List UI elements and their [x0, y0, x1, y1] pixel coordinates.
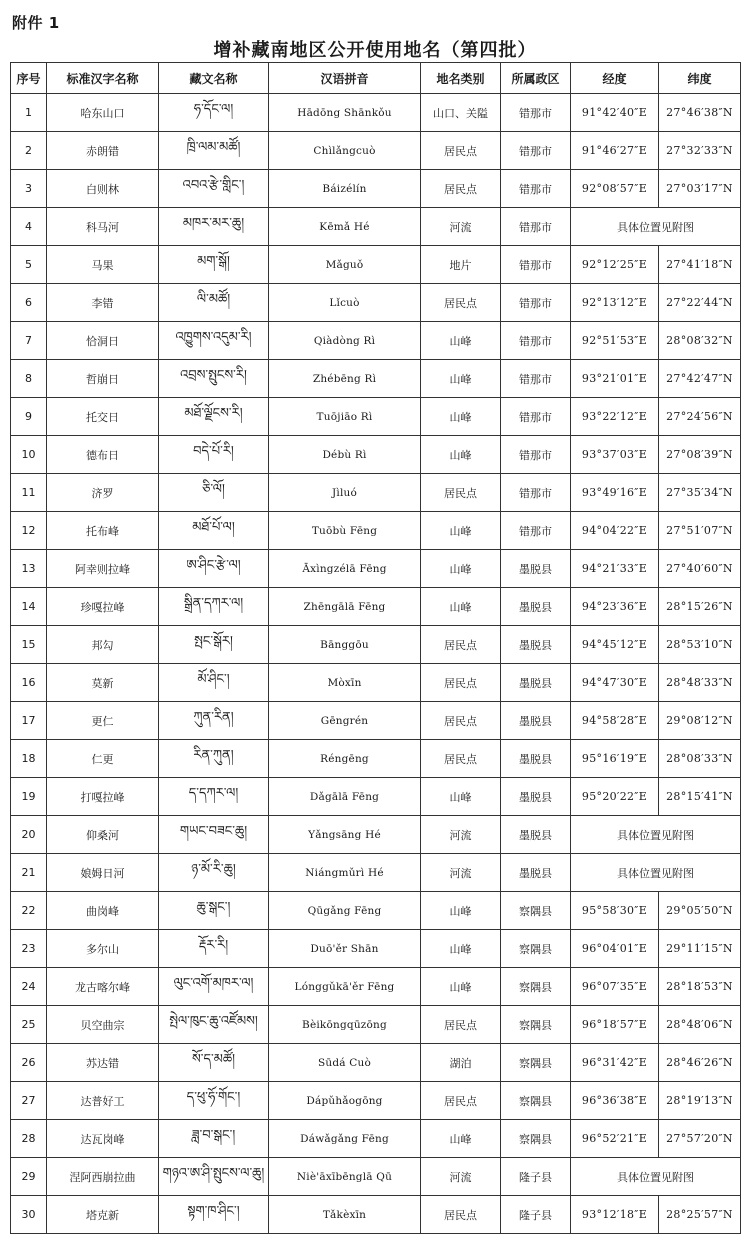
- tibetan-name-cell: ལི་མཚོ།: [159, 284, 269, 322]
- row-number-cell: 29: [11, 1158, 47, 1196]
- longitude-cell: 95°16′19″E: [571, 740, 659, 778]
- tibetan-name-cell: མཁར་མར་ཆུ།: [159, 208, 269, 246]
- district-cell: 察隅县: [501, 1006, 571, 1044]
- district-cell: 察隅县: [501, 1082, 571, 1120]
- category-cell: 山口、关隘: [421, 94, 501, 132]
- pinyin-cell: Báizélín: [269, 170, 421, 208]
- chinese-name-cell: 仰桑河: [47, 816, 159, 854]
- category-cell: 居民点: [421, 664, 501, 702]
- category-cell: 河流: [421, 816, 501, 854]
- table-row: [11, 930, 741, 968]
- category-cell: 山峰: [421, 322, 501, 360]
- header-cell: 纬度: [659, 63, 741, 94]
- latitude-cell: 28°08′33″N: [659, 740, 741, 778]
- latitude-cell: 28°15′26″N: [659, 588, 741, 626]
- district-cell: 察隅县: [501, 1120, 571, 1158]
- district-cell: 错那市: [501, 132, 571, 170]
- longitude-cell: 93°21′01″E: [571, 360, 659, 398]
- category-cell: 山峰: [421, 512, 501, 550]
- chinese-name-cell: 曲岗峰: [47, 892, 159, 930]
- pinyin-cell: Mǎguǒ: [269, 246, 421, 284]
- row-number-cell: 30: [11, 1196, 47, 1234]
- table-row: [11, 512, 741, 550]
- table-row: [11, 208, 741, 246]
- category-cell: 居民点: [421, 474, 501, 512]
- header-cell: 地名类别: [421, 63, 501, 94]
- tibetan-name-cell: མཐོ་པོ་ལ།: [159, 512, 269, 550]
- row-number-cell: 10: [11, 436, 47, 474]
- pinyin-cell: Sūdá Cuò: [269, 1044, 421, 1082]
- row-number-cell: 22: [11, 892, 47, 930]
- row-number-cell: 3: [11, 170, 47, 208]
- longitude-cell: 94°04′22″E: [571, 512, 659, 550]
- tibetan-name-cell: འབྲས་སྤུངས་རི།: [159, 360, 269, 398]
- category-cell: 居民点: [421, 740, 501, 778]
- tibetan-name-cell: མོ་ཤིང་།: [159, 664, 269, 702]
- header-cell: 所属政区: [501, 63, 571, 94]
- district-cell: 察隅县: [501, 892, 571, 930]
- tibetan-name-cell: ཟླ་བ་སྒང་།: [159, 1120, 269, 1158]
- chinese-name-cell: 托交日: [47, 398, 159, 436]
- chinese-name-cell: 托布峰: [47, 512, 159, 550]
- district-cell: 墨脱县: [501, 664, 571, 702]
- district-cell: 墨脱县: [501, 550, 571, 588]
- row-number-cell: 19: [11, 778, 47, 816]
- longitude-cell: 92°51′53″E: [571, 322, 659, 360]
- latitude-cell: 27°08′39″N: [659, 436, 741, 474]
- category-cell: 山峰: [421, 550, 501, 588]
- district-cell: 错那市: [501, 360, 571, 398]
- tibetan-name-cell: ད་ཕུ་ཧོ་གོང་།: [159, 1082, 269, 1120]
- latitude-cell: 28°53′10″N: [659, 626, 741, 664]
- pinyin-cell: Niè'āxībēnglā Qū: [269, 1158, 421, 1196]
- table-row: [11, 94, 741, 132]
- table-row: [11, 892, 741, 930]
- row-number-cell: 28: [11, 1120, 47, 1158]
- tibetan-name-cell: གཡང་བཟང་ཆུ།: [159, 816, 269, 854]
- place-names-table: [10, 62, 741, 1234]
- district-cell: 错那市: [501, 398, 571, 436]
- latitude-cell: 27°03′17″N: [659, 170, 741, 208]
- chinese-name-cell: 李错: [47, 284, 159, 322]
- longitude-cell: 94°45′12″E: [571, 626, 659, 664]
- row-number-cell: 13: [11, 550, 47, 588]
- longitude-cell: 93°22′12″E: [571, 398, 659, 436]
- latitude-cell: 28°46′26″N: [659, 1044, 741, 1082]
- chinese-name-cell: 涅阿西崩拉曲: [47, 1158, 159, 1196]
- tibetan-name-cell: འཁྱུགས་འདུམ་རི།: [159, 322, 269, 360]
- longitude-cell: 96°36′38″E: [571, 1082, 659, 1120]
- location-note-cell: 具体位置见附图: [571, 1158, 741, 1196]
- table-row: [11, 664, 741, 702]
- longitude-cell: 96°04′01″E: [571, 930, 659, 968]
- latitude-cell: 27°40′60″N: [659, 550, 741, 588]
- chinese-name-cell: 更仁: [47, 702, 159, 740]
- location-note-cell: 具体位置见附图: [571, 854, 741, 892]
- longitude-cell: 96°52′21″E: [571, 1120, 659, 1158]
- table-body: [11, 94, 741, 1234]
- header-cell: 藏文名称: [159, 63, 269, 94]
- category-cell: 河流: [421, 1158, 501, 1196]
- longitude-cell: 96°31′42″E: [571, 1044, 659, 1082]
- tibetan-name-cell: ཀུན་རིན།: [159, 702, 269, 740]
- pinyin-cell: Dáwǎgǎng Fēng: [269, 1120, 421, 1158]
- district-cell: 墨脱县: [501, 702, 571, 740]
- row-number-cell: 15: [11, 626, 47, 664]
- pinyin-cell: Duō'ěr Shān: [269, 930, 421, 968]
- table-row: [11, 284, 741, 322]
- latitude-cell: 28°25′57″N: [659, 1196, 741, 1234]
- category-cell: 居民点: [421, 170, 501, 208]
- pinyin-cell: Qūgǎng Fēng: [269, 892, 421, 930]
- chinese-name-cell: 哈东山口: [47, 94, 159, 132]
- row-number-cell: 9: [11, 398, 47, 436]
- longitude-cell: 92°12′25″E: [571, 246, 659, 284]
- longitude-cell: 94°21′33″E: [571, 550, 659, 588]
- table-row: [11, 360, 741, 398]
- category-cell: 居民点: [421, 1196, 501, 1234]
- district-cell: 察隅县: [501, 968, 571, 1006]
- latitude-cell: 28°18′53″N: [659, 968, 741, 1006]
- latitude-cell: 27°42′47″N: [659, 360, 741, 398]
- tibetan-name-cell: ལུང་འགོ་མཁར་ལ།: [159, 968, 269, 1006]
- table-row: [11, 436, 741, 474]
- longitude-cell: 93°12′18″E: [571, 1196, 659, 1234]
- longitude-cell: 94°23′36″E: [571, 588, 659, 626]
- tibetan-name-cell: མཐོ་ལྗོངས་རི།: [159, 398, 269, 436]
- chinese-name-cell: 德布日: [47, 436, 159, 474]
- category-cell: 河流: [421, 854, 501, 892]
- chinese-name-cell: 塔克新: [47, 1196, 159, 1234]
- longitude-cell: 96°18′57″E: [571, 1006, 659, 1044]
- tibetan-name-cell: ཨ་ཤིང་རྩེ་ལ།: [159, 550, 269, 588]
- row-number-cell: 24: [11, 968, 47, 1006]
- chinese-name-cell: 邦勾: [47, 626, 159, 664]
- district-cell: 墨脱县: [501, 816, 571, 854]
- category-cell: 地片: [421, 246, 501, 284]
- chinese-name-cell: 马果: [47, 246, 159, 284]
- row-number-cell: 6: [11, 284, 47, 322]
- pinyin-cell: Zhébēng Rì: [269, 360, 421, 398]
- district-cell: 错那市: [501, 322, 571, 360]
- table-row: [11, 170, 741, 208]
- district-cell: 墨脱县: [501, 778, 571, 816]
- row-number-cell: 23: [11, 930, 47, 968]
- tibetan-name-cell: བདེ་པོ་རི།: [159, 436, 269, 474]
- table-header-row: [11, 63, 741, 94]
- longitude-cell: 92°08′57″E: [571, 170, 659, 208]
- table-row: [11, 626, 741, 664]
- tibetan-name-cell: མག་སྒོ།: [159, 246, 269, 284]
- category-cell: 山峰: [421, 968, 501, 1006]
- chinese-name-cell: 科马河: [47, 208, 159, 246]
- latitude-cell: 29°11′15″N: [659, 930, 741, 968]
- category-cell: 居民点: [421, 702, 501, 740]
- chinese-name-cell: 达瓦岗峰: [47, 1120, 159, 1158]
- tibetan-name-cell: རིན་ཀུན།: [159, 740, 269, 778]
- latitude-cell: 27°57′20″N: [659, 1120, 741, 1158]
- longitude-cell: 93°49′16″E: [571, 474, 659, 512]
- category-cell: 居民点: [421, 1006, 501, 1044]
- chinese-name-cell: 打嘎拉峰: [47, 778, 159, 816]
- chinese-name-cell: 恰洞日: [47, 322, 159, 360]
- table-row: [11, 1158, 741, 1196]
- district-cell: 隆子县: [501, 1158, 571, 1196]
- category-cell: 河流: [421, 208, 501, 246]
- table-row: [11, 1006, 741, 1044]
- pinyin-cell: Niángmǔrì Hé: [269, 854, 421, 892]
- row-number-cell: 14: [11, 588, 47, 626]
- table-row: [11, 740, 741, 778]
- chinese-name-cell: 龙古喀尔峰: [47, 968, 159, 1006]
- tibetan-name-cell: གཉའ་ཨ་ཤི་སྤུངས་ལ་ཆུ།: [159, 1158, 269, 1196]
- pinyin-cell: Yǎngsāng Hé: [269, 816, 421, 854]
- row-number-cell: 17: [11, 702, 47, 740]
- pinyin-cell: Kēmǎ Hé: [269, 208, 421, 246]
- pinyin-cell: Hādōng Shānkǒu: [269, 94, 421, 132]
- category-cell: 山峰: [421, 930, 501, 968]
- pinyin-cell: Tuōbù Fēng: [269, 512, 421, 550]
- row-number-cell: 26: [11, 1044, 47, 1082]
- category-cell: 山峰: [421, 778, 501, 816]
- location-note-cell: 具体位置见附图: [571, 816, 741, 854]
- header-cell: 序号: [11, 63, 47, 94]
- category-cell: 山峰: [421, 892, 501, 930]
- chinese-name-cell: 多尔山: [47, 930, 159, 968]
- chinese-name-cell: 珍嘎拉峰: [47, 588, 159, 626]
- latitude-cell: 27°22′44″N: [659, 284, 741, 322]
- chinese-name-cell: 阿幸则拉峰: [47, 550, 159, 588]
- row-number-cell: 5: [11, 246, 47, 284]
- district-cell: 察隅县: [501, 930, 571, 968]
- pinyin-cell: Qiàdòng Rì: [269, 322, 421, 360]
- row-number-cell: 7: [11, 322, 47, 360]
- tibetan-name-cell: ཉ་མོ་རི་ཆུ།: [159, 854, 269, 892]
- chinese-name-cell: 赤朗错: [47, 132, 159, 170]
- pinyin-cell: Tuōjiāo Rì: [269, 398, 421, 436]
- latitude-cell: 27°41′18″N: [659, 246, 741, 284]
- header-cell: 标准汉字名称: [47, 63, 159, 94]
- latitude-cell: 28°48′06″N: [659, 1006, 741, 1044]
- table-row: [11, 1120, 741, 1158]
- row-number-cell: 20: [11, 816, 47, 854]
- table-row: [11, 322, 741, 360]
- category-cell: 山峰: [421, 436, 501, 474]
- table-row: [11, 550, 741, 588]
- table-row: [11, 398, 741, 436]
- tibetan-name-cell: སྒྲིན་དཀར་ལ།: [159, 588, 269, 626]
- latitude-cell: 27°24′56″N: [659, 398, 741, 436]
- row-number-cell: 18: [11, 740, 47, 778]
- latitude-cell: 27°46′38″N: [659, 94, 741, 132]
- chinese-name-cell: 娘姆日河: [47, 854, 159, 892]
- tibetan-name-cell: ད་དཀར་ལ།: [159, 778, 269, 816]
- pinyin-cell: Chìlǎngcuò: [269, 132, 421, 170]
- tibetan-name-cell: ཧ་དོང་ལ།: [159, 94, 269, 132]
- pinyin-cell: Mòxīn: [269, 664, 421, 702]
- table-row: [11, 246, 741, 284]
- pinyin-cell: Zhēngālā Fēng: [269, 588, 421, 626]
- table-row: [11, 816, 741, 854]
- pinyin-cell: Tǎkèxīn: [269, 1196, 421, 1234]
- latitude-cell: 28°15′41″N: [659, 778, 741, 816]
- pinyin-cell: Réngēng: [269, 740, 421, 778]
- location-note-cell: 具体位置见附图: [571, 208, 741, 246]
- header-cell: 汉语拼音: [269, 63, 421, 94]
- pinyin-cell: Bèikōngqūzōng: [269, 1006, 421, 1044]
- longitude-cell: 96°07′35″E: [571, 968, 659, 1006]
- longitude-cell: 92°13′12″E: [571, 284, 659, 322]
- table-row: [11, 968, 741, 1006]
- table-row: [11, 474, 741, 512]
- district-cell: 墨脱县: [501, 588, 571, 626]
- chinese-name-cell: 贝空曲宗: [47, 1006, 159, 1044]
- row-number-cell: 1: [11, 94, 47, 132]
- latitude-cell: 27°51′07″N: [659, 512, 741, 550]
- pinyin-cell: Gēngrén: [269, 702, 421, 740]
- chinese-name-cell: 白则林: [47, 170, 159, 208]
- pinyin-cell: Débù Rì: [269, 436, 421, 474]
- chinese-name-cell: 苏达错: [47, 1044, 159, 1082]
- pinyin-cell: Jìluó: [269, 474, 421, 512]
- longitude-cell: 94°58′28″E: [571, 702, 659, 740]
- latitude-cell: 29°05′50″N: [659, 892, 741, 930]
- district-cell: 错那市: [501, 512, 571, 550]
- chinese-name-cell: 达普好工: [47, 1082, 159, 1120]
- header-cell: 经度: [571, 63, 659, 94]
- attachment-label: 附件 1: [12, 14, 60, 32]
- tibetan-name-cell: ཁྲི་ལམ་མཚོ།: [159, 132, 269, 170]
- category-cell: 山峰: [421, 398, 501, 436]
- category-cell: 居民点: [421, 284, 501, 322]
- latitude-cell: 28°08′32″N: [659, 322, 741, 360]
- document-title: 增补藏南地区公开使用地名（第四批）: [213, 40, 537, 61]
- table-row: [11, 778, 741, 816]
- tibetan-name-cell: ཅི་ལོ།: [159, 474, 269, 512]
- row-number-cell: 25: [11, 1006, 47, 1044]
- tibetan-name-cell: སྟག་ཁ་ཤིང་།: [159, 1196, 269, 1234]
- tibetan-name-cell: སྤེལ་ཁུང་ཆུ་འཛོམས།: [159, 1006, 269, 1044]
- pinyin-cell: Āxìngzélā Fēng: [269, 550, 421, 588]
- row-number-cell: 12: [11, 512, 47, 550]
- tibetan-name-cell: སོ་ད་མཚོ།: [159, 1044, 269, 1082]
- category-cell: 居民点: [421, 132, 501, 170]
- category-cell: 居民点: [421, 626, 501, 664]
- table-row: [11, 1082, 741, 1120]
- row-number-cell: 21: [11, 854, 47, 892]
- district-cell: 错那市: [501, 208, 571, 246]
- district-cell: 隆子县: [501, 1196, 571, 1234]
- row-number-cell: 11: [11, 474, 47, 512]
- row-number-cell: 8: [11, 360, 47, 398]
- table-row: [11, 854, 741, 892]
- chinese-name-cell: 济罗: [47, 474, 159, 512]
- district-cell: 墨脱县: [501, 740, 571, 778]
- category-cell: 山峰: [421, 360, 501, 398]
- tibetan-name-cell: སྤང་སྒོར།: [159, 626, 269, 664]
- longitude-cell: 94°47′30″E: [571, 664, 659, 702]
- pinyin-cell: Dǎgālā Fēng: [269, 778, 421, 816]
- pinyin-cell: Lónggǔkā'ěr Fēng: [269, 968, 421, 1006]
- district-cell: 错那市: [501, 474, 571, 512]
- longitude-cell: 93°37′03″E: [571, 436, 659, 474]
- table-row: [11, 702, 741, 740]
- table-row: [11, 1044, 741, 1082]
- category-cell: 湖泊: [421, 1044, 501, 1082]
- tibetan-name-cell: རྡོར་རི།: [159, 930, 269, 968]
- district-cell: 墨脱县: [501, 626, 571, 664]
- latitude-cell: 29°08′12″N: [659, 702, 741, 740]
- tibetan-name-cell: འབའ་རྩེ་གླིང་།: [159, 170, 269, 208]
- district-cell: 错那市: [501, 436, 571, 474]
- latitude-cell: 27°32′33″N: [659, 132, 741, 170]
- pinyin-cell: Bānggōu: [269, 626, 421, 664]
- category-cell: 居民点: [421, 1082, 501, 1120]
- pinyin-cell: Dápǔhǎogōng: [269, 1082, 421, 1120]
- longitude-cell: 95°58′30″E: [571, 892, 659, 930]
- category-cell: 山峰: [421, 588, 501, 626]
- tibetan-name-cell: ཆུ་སྒང་།: [159, 892, 269, 930]
- pinyin-cell: Lǐcuò: [269, 284, 421, 322]
- longitude-cell: 91°42′40″E: [571, 94, 659, 132]
- district-cell: 察隅县: [501, 1044, 571, 1082]
- table-row: [11, 588, 741, 626]
- district-cell: 墨脱县: [501, 854, 571, 892]
- latitude-cell: 28°19′13″N: [659, 1082, 741, 1120]
- longitude-cell: 91°46′27″E: [571, 132, 659, 170]
- district-cell: 错那市: [501, 170, 571, 208]
- row-number-cell: 4: [11, 208, 47, 246]
- district-cell: 错那市: [501, 246, 571, 284]
- row-number-cell: 27: [11, 1082, 47, 1120]
- district-cell: 错那市: [501, 284, 571, 322]
- table-row: [11, 132, 741, 170]
- table-row: [11, 1196, 741, 1234]
- latitude-cell: 27°35′34″N: [659, 474, 741, 512]
- latitude-cell: 28°48′33″N: [659, 664, 741, 702]
- row-number-cell: 2: [11, 132, 47, 170]
- chinese-name-cell: 哲崩日: [47, 360, 159, 398]
- row-number-cell: 16: [11, 664, 47, 702]
- longitude-cell: 95°20′22″E: [571, 778, 659, 816]
- category-cell: 山峰: [421, 1120, 501, 1158]
- district-cell: 错那市: [501, 94, 571, 132]
- chinese-name-cell: 仁更: [47, 740, 159, 778]
- chinese-name-cell: 莫新: [47, 664, 159, 702]
